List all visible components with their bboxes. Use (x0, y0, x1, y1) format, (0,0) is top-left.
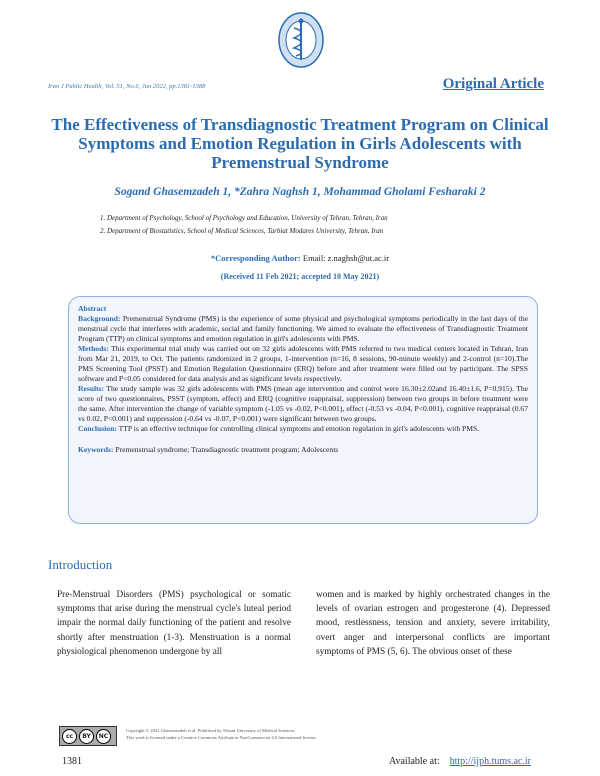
conclusion-text: TTP is an effective technique for controlling clinical symptoms and emotion regulation in girl's adolescents with PMS. (116, 424, 480, 433)
abstract-results (78, 384, 528, 424)
license-text (126, 727, 317, 741)
license-line: This work is licensed under a Creative Commons Attribution-NonCommercial 4.0 International license. (126, 735, 317, 740)
abstract-box (68, 296, 538, 524)
page-number: 1381 (62, 756, 82, 767)
keywords-label: Keywords: (78, 445, 114, 454)
keywords-text: Premenstrual syndrome; Transdiagnostic treatment program; Adolescents (113, 445, 339, 454)
abstract-background (78, 314, 528, 344)
methods-text: This experimental trial study was carried out on 32 girls adolescents with PMS referred to two medical centers located in Tehran, Iran from Mar 21, 2019, to Oct. The patients randomized in 2 groups, 1-intervention (n=16, 8 sessions, 90-minute weekly) and 2-control (n=10).The PMS Screening Tool (PSST) and Emotion Regulation Questionnaire (ERQ) before and after treatment were filled out by participant. The SPSS software and P<0.05 considered for data analysis and as significant levels respectively. (78, 344, 528, 383)
received-dates: (Received 11 Feb 2021; accepted 10 May 2021) (220, 272, 380, 281)
article-type-label: Original Article (442, 76, 544, 92)
cc-icon: cc (62, 729, 77, 744)
introduction-right-column: women and is marked by highly orchestrated changes in the levels of ovarian estrogen and progesterone (4). Depressed mood, restlessness, tension and anxiety, severe irritability, overt anger and interpersonal conflicts are important symptoms of PMS (5, 6). The obvious onset of these (316, 590, 550, 657)
corresponding-label: *Corresponding Author: (210, 253, 301, 263)
conclusion-label: Conclusion: (78, 424, 117, 433)
university-seal-icon (274, 10, 328, 72)
available-label: Available at: (389, 756, 440, 767)
introduction-left-column: Pre-Menstrual Disorders (PMS) psychological or somatic symptoms that arise during the menstrual cycle's luteal period impair the normal daily functioning of the patient and resolve shortly after menstruation (1-3). Menstruation is a normal physiological phenomenon undergone by all (57, 590, 291, 657)
abstract-heading: Abstract (78, 304, 107, 313)
methods-label: Methods: (78, 344, 109, 353)
abstract-conclusion (78, 424, 528, 434)
nc-icon: NC (96, 729, 111, 744)
paper-title: The Effectiveness of Transdiagnostic Treatment Program on Clinical Symptoms and Emotion Regulation in Girls Adolescents with Premenstrual Syndrome (51, 115, 549, 172)
author-list: Sogand Ghasemzadeh 1, *Zahra Naghsh 1, Mohammad Gholami Fesharaki 2 (114, 186, 486, 198)
results-text: The study sample was 32 girls adolescents with PMS (mean age intervention and control were 16.30±2.02and 16.40±1.6, P=0.915). The score of two questionnaires, PSST (symptom, effect) and ERQ (cognitive reappraisal, suppression) between two groups in before treatment were the same. After intervention the change of variable symptom (-1.05 vs -0.02, P<0.001), effect (-0.53 vs -0.04, P<0.001), cognitive reappraisal (0.67 vs 0.02, P<0.001) and suppression (-0.64 vs -0.07, P<0.001) were significant between two groups. (78, 384, 528, 423)
background-label: Background: (78, 314, 121, 323)
corresponding-author (40, 253, 560, 263)
journal-url-link[interactable]: http://ijph.tums.ac.ir (449, 756, 532, 767)
by-icon: BY (79, 729, 94, 744)
background-text: Premenstrual Syndrome (PMS) is the experience of some physical and psychological symptoms periodically in the last days of the menstrual cycle that interferes with academic, social and family functioning. We aimed to evaluate the effectiveness of Transdiagnostic Treatment Program (TTP) on clinical symptoms and emotion regulation in girl's adolescents with PMS. (78, 314, 528, 343)
introduction-heading: Introduction (48, 557, 113, 572)
results-label: Results: (78, 384, 105, 393)
availability-line (389, 756, 531, 767)
creative-commons-badge[interactable] (59, 726, 117, 746)
copyright-line: Copyright © 2022 Ghasemzadeh et al. Published by Tehran University of Medical Sciences. (126, 728, 296, 733)
affiliation-list (100, 214, 388, 240)
affiliation-item: 1. Department of Psychology, School of Psychology and Education, University of Tehran, Tehran, Iran (100, 214, 388, 222)
corresponding-email[interactable]: Email: z.naghsh@ut.ac.ir (300, 253, 390, 263)
journal-citation: Iran J Public Health, Vol. 51, No.6, Jun 2022, pp.1381-1388 (48, 83, 206, 90)
abstract-keywords (78, 445, 528, 455)
abstract-methods (78, 344, 528, 384)
affiliation-item: 2. Department of Biostatistics, School of Medical Sciences, Tarbiat Modares University, Tehran, Iran (100, 227, 384, 235)
